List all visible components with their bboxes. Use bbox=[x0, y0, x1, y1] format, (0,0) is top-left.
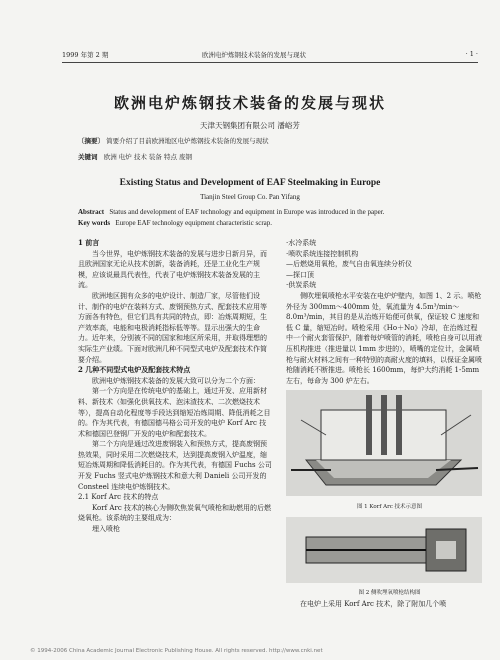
body-paragraph: 侧吹埋氧喷枪水平安装在电炉炉壁内，如图 1、2 示。喷枪外径为 300mm～400mm 处，氧流量为 4.5m³/min～8.0m³/min，其目的是从治炼开始便可供氧，保证较 C 速度和低 C 量，缩短冶时。喷枪采用《Ho＋No》冷却，在治炼过程中一个耐火套管保护，随着每炉喷管的消耗，喷枪自身可以用液压机构推进（推进量以 1mm 步进的），喷嘴的定位计，金属喷枪与耐火材料之间有一种特别的高耐火度的填料，以保证金属喷枪随消耗不断推进。喷枪长 1600mm，每炉大约消耗 1-5mm 左右，每命为 300 炉左右。 bbox=[286, 291, 482, 385]
right-column-bottom bbox=[286, 599, 482, 610]
keywords-en-label: Key words bbox=[78, 219, 111, 227]
figure-1-korf-arc-diagram bbox=[286, 390, 482, 496]
keywords-cn-text: 欧洲 电炉 技术 装备 特点 废钢 bbox=[103, 153, 193, 161]
body-paragraph: 欧洲电炉炼钢技术装备的发展大致可以分为二个方面： bbox=[92, 376, 260, 385]
body-paragraph: 欧洲地区拥有众多的电炉设计、制造厂家，尽管他们设计、制作的电炉在装料方式、废钢预热方式、配套技术应用等方面各有特色，但它们具有共同的特点，即：冶炼周期短，生产效率高，电能和电极消耗指标低等等。显示出强大的生命力。近年来，分别被不同的国家和地区所采用，并取得理想的实际生产业绩。下面对欧洲几种不同型式电炉及配套技术作简要介绍。 bbox=[78, 291, 267, 364]
right-column-top bbox=[286, 238, 482, 386]
header-issue: 1999 年第 2 期 bbox=[62, 51, 109, 59]
subsection-line: 2.1 Korf Arc 技术的特点 bbox=[78, 493, 159, 502]
body-paragraph: 埋入喷枪 bbox=[92, 525, 120, 534]
keywords-cn bbox=[78, 152, 440, 161]
english-authors: Tianjin Steel Group Co. Pan Yifang bbox=[200, 193, 300, 201]
figure-2-caption: 图 2 侧吹埋氧喷枪结构图 bbox=[358, 590, 421, 597]
figure-2-lance-structure-diagram bbox=[286, 517, 482, 583]
running-header bbox=[62, 50, 478, 63]
body-paragraph: 第二个方向是通过改进废钢装入和预热方式，提高废钢预热效果，同时采用二次燃烧技术，达到提高废钢入炉温度，缩短冶炼周期和降低消耗目的。作为其代表，有德国 Fuchs 公司开发 Fuchs 竖式电炉炼钢技术和意大利 Danieli 公司开发的 Consteel 连续电炉炼钢技术。 bbox=[78, 440, 272, 491]
abstract-cn-text: 简要介绍了目前欧洲地区电炉炼钢技术装备的发展与现状 bbox=[106, 137, 269, 145]
electrode-icon bbox=[366, 395, 372, 455]
abstract-en-text: Status and development of EAF technology and equipment in Europe was introduced in the paper. bbox=[109, 208, 385, 216]
abstract-en bbox=[78, 207, 440, 217]
figure-1-caption: 图 1 Korf Arc 技术示意图 bbox=[356, 503, 423, 510]
header-title: 欧洲电炉炼钢技术装备的发展与现状 bbox=[202, 51, 306, 59]
abstract-cn bbox=[78, 136, 440, 146]
body-left-column bbox=[78, 238, 273, 535]
electrode-icon bbox=[381, 395, 387, 455]
keywords-cn-label: 关键词 bbox=[78, 153, 98, 161]
subsection-line: ·供炭系统 bbox=[286, 281, 317, 290]
body-paragraph: 当今世界，电炉炼钢技术装备的发展与进步日新月异，而且欧洲国家无论从技术创新，装备消耗，还是工业化生产规模，应该说最具代表性，代表了电炉炼钢技术装备发展的主流。 bbox=[78, 249, 267, 290]
paper-authors: 天津天钢集团有限公司 潘峪芳 bbox=[200, 121, 300, 130]
body-paragraph: 第一个方向是在传统电炉的基础上，通过开发、应用新材料、新技术（如强化供氧技术、泡沫渣技术、二次燃烧技术等），提高自动化程度等手段达到缩短冶炼周期、降低消耗之目的。作为其代表，有德国德马格公司开发的电炉 Korf Arc 技术和德国巴登钢厂开发的电炉和配套技术。 bbox=[78, 387, 271, 438]
body-paragraph: Korf Arc 技术的核心为侧吹焦炭氧气喷枪和助燃用的后燃烧氧枪。该系统的主要组成为： bbox=[78, 503, 271, 523]
subsection-line: —探口顶 bbox=[286, 270, 314, 279]
keywords-en bbox=[78, 219, 440, 227]
section-heading: 1 前言 bbox=[78, 238, 100, 247]
subsection-line: ·喷吹系统连接控制机构 bbox=[286, 249, 359, 258]
abstract-cn-label: 〔摘要〕 bbox=[78, 137, 104, 145]
subsection-line: —后燃烧用氧枪，废气自由氧连续分析仪 bbox=[286, 260, 412, 269]
electrode-icon bbox=[396, 395, 402, 455]
header-page-number: · 1 · bbox=[465, 50, 478, 58]
subsection-line: ·水冷系统 bbox=[286, 239, 317, 247]
paper-title: 欧洲电炉炼钢技术装备的发展与现状 bbox=[113, 94, 386, 112]
body-right-column bbox=[286, 238, 482, 609]
hydraulic-pusher-icon bbox=[436, 541, 456, 559]
furnace-bath-icon bbox=[316, 460, 451, 478]
body-paragraph: 在电炉上采用 Korf Arc 技术，除了附加几个喷 bbox=[300, 599, 447, 608]
abstract-en-label: Abstract bbox=[78, 208, 105, 216]
english-title: Existing Status and Development of EAF Steelmaking in Europe bbox=[119, 178, 381, 188]
section-heading: 2 几种不同型式电炉及配套技术特点 bbox=[78, 365, 191, 375]
keywords-en-text: Europe EAF technology equipment characteristic scrap. bbox=[115, 219, 273, 227]
copyright-footer: © 1994-2006 China Academic Journal Electronic Publishing House. All rights reserved. http://www.cnki.net bbox=[30, 648, 323, 654]
